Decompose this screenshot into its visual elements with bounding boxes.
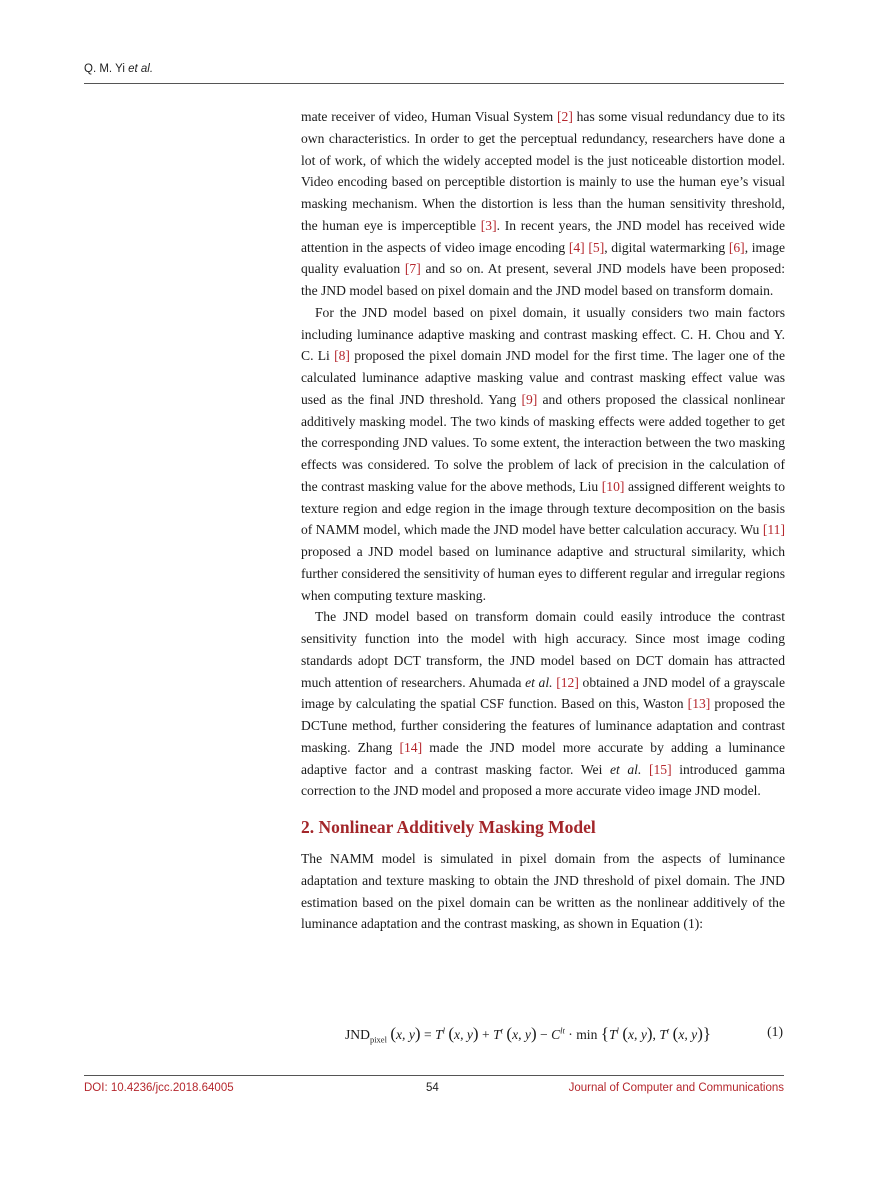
eq-args-2: x, y xyxy=(454,1027,473,1042)
paragraph-3 xyxy=(301,606,785,802)
eq-args-1: x, y xyxy=(396,1027,415,1042)
paragraph-2 xyxy=(301,302,785,607)
eq-T2: T xyxy=(493,1027,501,1042)
eq-jnd: JND xyxy=(345,1027,370,1042)
paragraph-text: . In recent years, the JND model has received wide attention in the aspects of video image encoding xyxy=(301,217,785,255)
paragraph-text: assigned different weights to texture region and edge region in the image through texture decomposition on the basis of NAMM model, which made the JND model have better calculation accuracy. Wu xyxy=(301,478,786,538)
paragraph-text: introduced gamma correction to the JND model and proposed a more accurate video image JND model. xyxy=(301,761,785,799)
eq-sup-t2: t xyxy=(666,1025,670,1036)
paragraph-text: proposed the pixel domain JND model for the first time. The lager one of the calculated luminance adaptive masking value and contrast masking effect value was used as the final JND threshold. Yang xyxy=(301,348,785,407)
citation-link[interactable]: [12] xyxy=(556,674,579,690)
citation-link[interactable]: [7] xyxy=(404,261,421,277)
paragraph-text: made the JND model more accurate by adding a luminance adaptive factor and a contrast masking factor. Wei xyxy=(301,739,785,777)
eq-subscript: pixel xyxy=(369,1034,387,1045)
citation-link[interactable]: [8] xyxy=(334,348,350,364)
etal-text: et al. xyxy=(609,761,642,777)
citation-link[interactable]: [6] xyxy=(728,239,745,255)
eq-T4: T xyxy=(659,1027,667,1042)
paragraph-text: For the JND model based on pixel domain, it usually considers two main factors including luminance adaptive masking and contrast masking effect. C. H. Chou and Y. C. Li xyxy=(301,304,785,364)
citation-link[interactable]: [14] xyxy=(399,739,423,755)
eq-sup-l2: l xyxy=(616,1025,619,1036)
paragraph-text: , digital watermarking xyxy=(604,239,729,255)
equation-1 xyxy=(345,1024,785,1050)
page-number: 54 xyxy=(426,1082,439,1094)
paragraph-text: and others proposed the classical nonlinear additively masking model. The two kinds of masking effects were added together to get the corresponding JND values. To some extent, the interaction between the two masking effects was considered. To solve the problem of lack of precision in the calculation of the contrast masking value for the above methods, Liu xyxy=(301,391,786,494)
citation-link[interactable]: [5] xyxy=(588,239,605,255)
eq-args-4: x, y xyxy=(627,1027,647,1042)
footer-doi-link[interactable]: DOI: 10.4236/jcc.2018.64005 xyxy=(84,1082,234,1094)
citation-link[interactable]: [9] xyxy=(521,391,538,407)
equation-number: (1) xyxy=(767,1024,783,1039)
eq-T1: T xyxy=(435,1027,443,1042)
citation-link[interactable]: [11] xyxy=(762,522,785,538)
citation-link[interactable]: [4] xyxy=(568,239,585,255)
author-name: Q. M. Yi xyxy=(84,63,129,75)
paragraph-text: proposed a JND model based on luminance adaptive and structural similarity, which further considered the sensitivity of human eyes to different regular and irregular regions when computing texture masking. xyxy=(301,544,785,603)
citation-link[interactable]: [3] xyxy=(480,217,497,233)
eq-sup-l: l xyxy=(442,1025,445,1036)
author-etal: et al. xyxy=(128,63,154,75)
paragraph-text: mate receiver of video, Human Visual System xyxy=(301,109,557,124)
paragraph-text: and so on. At present, several JND models have been proposed: the JND model based on pixel domain and the JND model based on transform domain. xyxy=(301,261,786,298)
paragraph-text xyxy=(641,762,649,777)
footer-rule xyxy=(84,1075,784,1076)
eq-C: C xyxy=(551,1027,561,1042)
paragraph-text: The JND model based on transform domain could easily introduce the contrast sensitivity function into the model with high accuracy. Since most image coding standards adopt DCT transform, the JND model based on DCT domain has attracted much attention of researchers. Ahumada xyxy=(301,609,785,690)
section-paragraph: The NAMM model is simulated in pixel domain from the aspects of luminance adaptation and texture masking to obtain the JND threshold of pixel domain. The JND estimation based on the pixel domain can be written as the nonlinear additively of the luminance adaptation and the contrast masking, as shown in Equation (1): xyxy=(301,851,785,932)
citation-link[interactable]: [10] xyxy=(601,478,625,494)
eq-T3: T xyxy=(608,1027,617,1042)
paragraph-text: proposed the DCTune method, further considering the features of luminance adaptation and contrast masking. Zhang xyxy=(301,696,785,755)
citation-link[interactable]: [13] xyxy=(687,696,711,712)
eq-args-5: x, y xyxy=(678,1027,698,1042)
paragraph-1 xyxy=(301,106,785,302)
footer-journal-name: Journal of Computer and Communications xyxy=(568,1082,784,1094)
article-body xyxy=(301,106,785,935)
eq-sup-t: t xyxy=(500,1025,503,1036)
eq-min: min xyxy=(576,1027,598,1042)
citation-link[interactable]: [2] xyxy=(557,109,573,124)
equation-expression: $JND_{pixel}$ (x, $y) = T^l$ (x, $y) + T^t$ (x, $y) - C^{lt} \cdot \min \{T^l$ (x, y), $T^t$ (x, y)} xyxy=(345,1024,712,1045)
etal-text: et al. xyxy=(525,674,553,690)
running-head-author xyxy=(84,63,153,75)
eq-sup-lt: lt xyxy=(560,1025,565,1036)
section-heading: 2. Nonlinear Additively Masking Model xyxy=(301,817,596,837)
header-rule xyxy=(84,83,784,84)
paragraph-text: has some visual redundancy due to its own characteristics. In order to get the perceptual redundancy, researchers have done a lot of work, of which the widely accepted model is the just noticeable distortion model. Video encoding based on perceptible distortion is mainly to use the human eye’s visual masking mechanism. When the distortion is less than the human sensitivity threshold, the human eye is imperceptible xyxy=(301,109,786,233)
eq-args-3: x, y xyxy=(512,1027,531,1042)
paragraph-text: obtained a JND model of a grayscale image by calculating the spatial CSF function. Based on this, Waston xyxy=(301,674,785,712)
paragraph-text: , image quality evaluation xyxy=(301,239,785,277)
citation-link[interactable]: [15] xyxy=(648,761,672,777)
